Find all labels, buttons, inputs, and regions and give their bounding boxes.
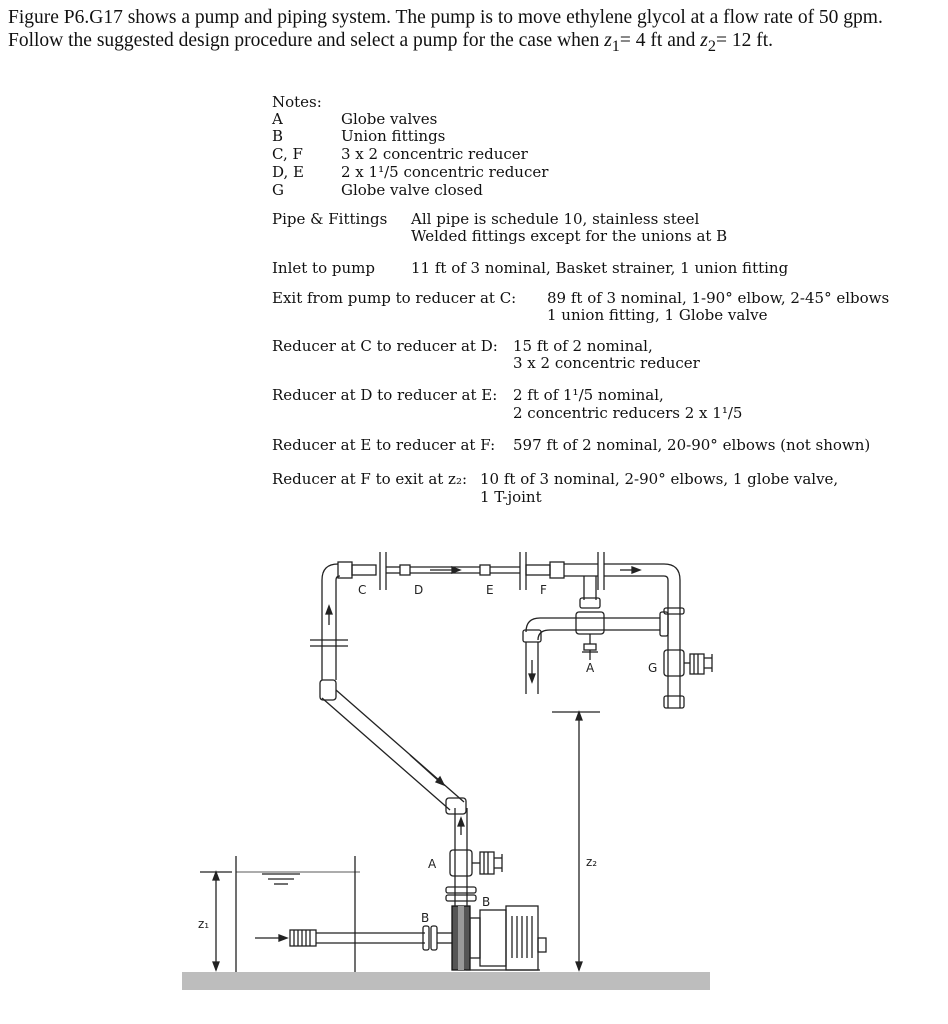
fz-line1: 10 ft of 3 nominal, 2-90° elbows, 1 globe valve, (480, 470, 839, 488)
label-z1: z₁ (198, 917, 210, 931)
note-code-a: A (272, 110, 283, 128)
z2-variable: z (700, 30, 708, 51)
inlet-value: 11 ft of 3 nominal, Basket strainer, 1 union fitting (411, 259, 789, 277)
fz-line2: 1 T-joint (480, 488, 542, 506)
label-d: D (414, 583, 424, 597)
pipe-fittings-line2: Welded fittings except for the unions at B (411, 227, 728, 245)
note-code-de: D, E (272, 163, 304, 181)
label-f: F (540, 583, 547, 597)
pipe-fittings-label: Pipe & Fittings (272, 210, 388, 228)
cd-line1: 15 ft of 2 nominal, (513, 337, 653, 355)
left-riser (310, 564, 348, 680)
exit-label: Exit from pump to reducer at C: (272, 289, 517, 307)
label-a-exit-valve: A (586, 661, 595, 675)
suction-pipe (255, 926, 452, 950)
top-pipe-run (338, 552, 680, 590)
discharge-riser (446, 808, 502, 906)
ground-slab (182, 972, 710, 990)
label-e: E (486, 583, 494, 597)
z2-dimension (552, 712, 600, 970)
problem-text-part1: Figure P6.G17 shows a pump and piping system. The pump is to move ethylene glycol at a flow rate of 50 gpm. Follow the suggested design procedure and select a pump for the case when (8, 7, 883, 51)
note-code-cf: C, F (272, 145, 303, 163)
exit-line2: 1 union fitting, 1 Globe valve (547, 306, 768, 324)
ef-label: Reducer at E to reducer at F: (272, 436, 496, 454)
pump-assembly (452, 906, 546, 970)
label-c: C (358, 583, 367, 597)
z1-subscript: 1 (611, 36, 620, 55)
fz-label: Reducer at F to exit at z₂: (272, 470, 468, 488)
cd-label: Reducer at C to reducer at D: (272, 337, 498, 355)
note-desc-a: Globe valves (341, 110, 438, 128)
de-label: Reducer at D to reducer at E: (272, 386, 498, 404)
cd-line2: 3 x 2 concentric reducer (513, 354, 700, 372)
label-b-discharge-union: B (482, 895, 491, 909)
diagonal-pipe (320, 680, 466, 814)
notes-title: Notes: (272, 93, 322, 111)
inlet-label: Inlet to pump (272, 259, 375, 277)
label-a-discharge-valve: A (428, 857, 437, 871)
ef-value: 597 ft of 2 nominal, 20-90° elbows (not shown) (513, 436, 871, 454)
label-b-suction-union: B (421, 911, 430, 925)
z2-subscript: 2 (707, 36, 716, 55)
de-line2: 2 concentric reducers 2 x 1¹/5 (513, 404, 743, 422)
label-z2: z₂ (586, 855, 598, 869)
supply-tank (236, 856, 360, 972)
z1-variable: z (604, 30, 612, 51)
label-g: G (648, 661, 658, 675)
note-code-b: B (272, 127, 284, 145)
note-desc-b: Union fittings (341, 127, 446, 145)
note-desc-g: Globe valve closed (341, 181, 483, 199)
right-leg-closed-valve (664, 580, 712, 708)
pipe-fittings-line1: All pipe is schedule 10, stainless steel (411, 210, 700, 228)
note-desc-de: 2 x 1¹/5 concentric reducer (341, 163, 549, 181)
exit-line1: 89 ft of 3 nominal, 1-90° elbow, 2-45° elbows (547, 289, 890, 307)
note-code-g: G (272, 181, 284, 199)
de-line1: 2 ft of 1¹/5 nominal, (513, 386, 664, 404)
problem-text-part2: = 4 ft and (619, 30, 701, 51)
note-desc-cf: 3 x 2 concentric reducer (341, 145, 528, 163)
problem-text-part3: = 12 ft. (715, 30, 774, 51)
